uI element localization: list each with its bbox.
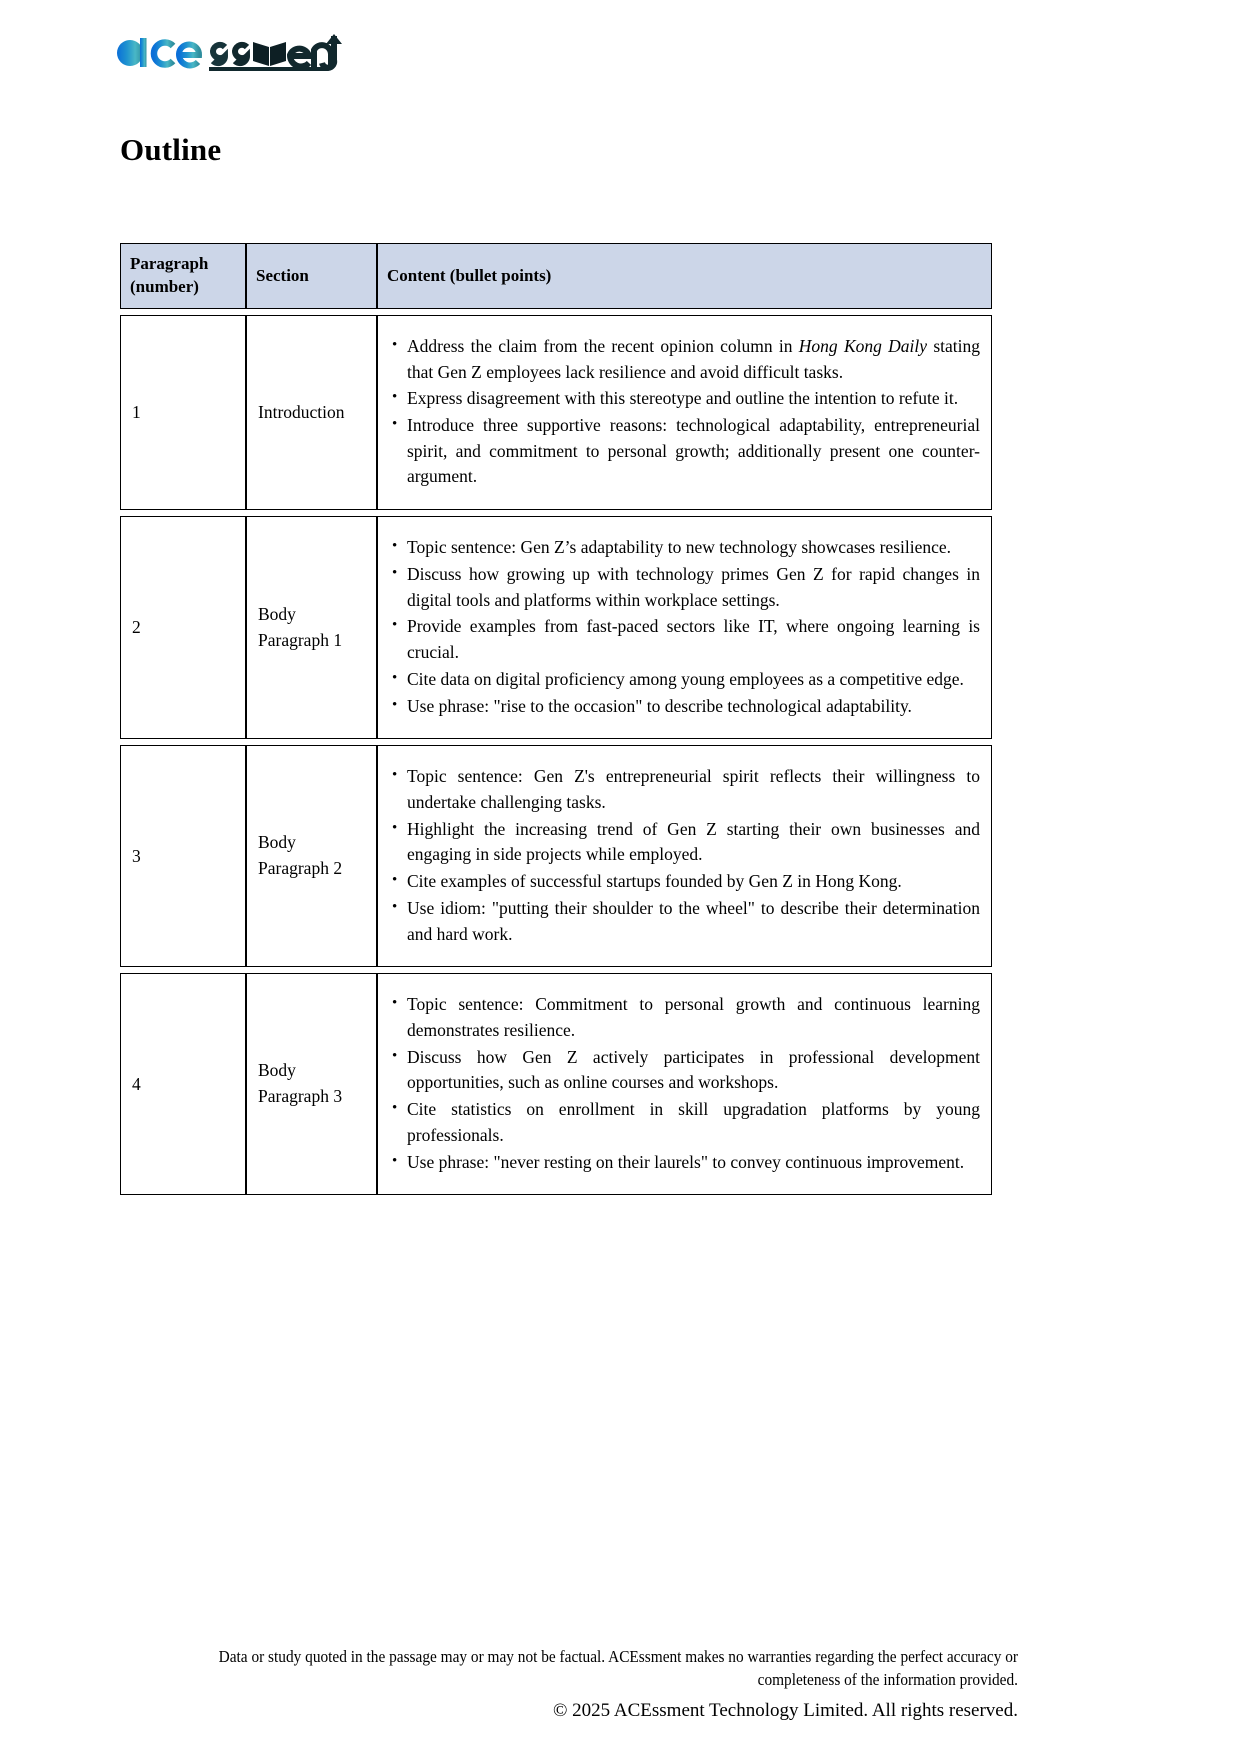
bullet-item (390, 1097, 980, 1148)
section-label-line1: Body (258, 1060, 296, 1081)
bullet-item (390, 386, 980, 412)
bullet-text: • Highlight the increasing trend of Gen Z starting their own businesses and engaging in side projects while employed. (407, 818, 980, 865)
table-header (120, 243, 992, 309)
table-row (120, 315, 992, 510)
arrow-up-icon (326, 34, 342, 44)
bullet-item (390, 817, 980, 868)
bullet-list (390, 764, 980, 947)
bullet-item (390, 562, 980, 613)
bullet-text: • Use phrase: "never resting on their laurels" to convey continuous improvement. (407, 1151, 965, 1172)
bullet-text: • Address the claim from the recent opinion column in Hong Kong Daily stating that Gen Z employees lack resilience and avoid difficult tasks. (407, 335, 980, 382)
bullet-item (390, 1045, 980, 1096)
column-header-content: Content (bullet points) (377, 243, 992, 309)
cell-section (246, 315, 377, 510)
bullet-item (390, 694, 980, 720)
bullet-item (390, 1150, 980, 1176)
logo-letter-e2 (290, 49, 309, 67)
column-header-paragraph-number (120, 243, 246, 309)
column-header-paragraph-line1: Paragraph (130, 254, 209, 273)
cell-content (377, 973, 992, 1195)
bullet-item (390, 896, 980, 947)
table-row (120, 973, 992, 1195)
cell-section (246, 973, 377, 1195)
bullet-item (390, 667, 980, 693)
cell-section (246, 516, 377, 739)
bullet-text: • Topic sentence: Gen Z's entrepreneurial spirit reflects their willingness to undertake challenging tasks. (407, 766, 980, 812)
bullet-text: • Cite statistics on enrollment in skill upgradation platforms by young professionals. (407, 1099, 980, 1145)
table-row (120, 745, 992, 967)
section-label-line1: Body (258, 832, 296, 853)
logo-letter-e (179, 44, 199, 65)
table-row (120, 516, 992, 739)
bullet-text: • Use idiom: "putting their shoulder to the wheel" to describe their determination and hard work. (407, 897, 980, 944)
bullet-item (390, 413, 980, 490)
cell-section (246, 745, 377, 967)
bullet-text: • Discuss how growing up with technology primes Gen Z for rapid changes in digital tools and platforms within workplace settings. (407, 563, 980, 610)
section-label-line1: Introduction (258, 401, 345, 422)
open-book-icon (253, 42, 269, 66)
section-label-line2: Paragraph 2 (258, 858, 343, 879)
logo-svg (113, 30, 343, 76)
logo-letter-s1 (213, 45, 225, 63)
footer-copyright: © 2025 ACEssment Technology Limited. All rights reserved. (552, 1700, 1018, 1721)
outline-table (120, 237, 992, 1201)
bullet-list (390, 334, 980, 490)
bullet-item (390, 869, 980, 895)
acessment-logo (113, 30, 343, 76)
logo-letter-s2 (235, 45, 247, 63)
bullet-text: • Introduce three supportive reasons: technological adaptability, entrepreneurial spirit, and commitment to personal growth; additionally present one counter-argument. (407, 415, 980, 487)
bullet-item (390, 614, 980, 665)
footer-disclaimer: Data or study quoted in the passage may or may not be factual. ACEssment makes no warranties regarding the perfect accuracy or completeness of the information provided. (218, 1647, 1018, 1690)
bullet-text: • Cite data on digital proficiency among young employees as a competitive edge. (407, 668, 964, 689)
cell-content (377, 745, 992, 967)
section-label-line1: Body (258, 603, 296, 624)
cell-content (377, 315, 992, 510)
bullet-text: • Discuss how Gen Z actively participates in professional development opportunities, such as online courses and workshops. (407, 1046, 980, 1093)
table-body (120, 315, 992, 1195)
cell-content (377, 516, 992, 739)
bullet-text: • Express disagreement with this stereotype and outline the intention to refute it. (407, 388, 959, 409)
column-header-section: Section (246, 243, 377, 309)
page-title: Outline (120, 132, 222, 167)
cell-paragraph-number: 4 (120, 973, 246, 1195)
bullet-text: • Cite examples of successful startups founded by Gen Z in Hong Kong. (407, 871, 902, 892)
cell-paragraph-number: 2 (120, 516, 246, 739)
bullet-list (390, 535, 980, 719)
logo-letter-a (117, 40, 143, 66)
bullet-item (390, 764, 980, 815)
italic-phrase: Hong Kong Daily (798, 335, 928, 356)
bullet-text: • Use phrase: "rise to the occasion" to describe technological adaptability. (407, 695, 912, 716)
bullet-item (390, 334, 980, 385)
bullet-item (390, 992, 980, 1043)
column-header-paragraph-line2: (number) (130, 276, 199, 296)
logo-letter-c (154, 43, 173, 65)
table-header-row (120, 243, 992, 309)
bullet-text: • Topic sentence: Commitment to personal growth and continuous learning demonstrates resilience. (407, 994, 980, 1040)
bullet-item (390, 535, 980, 561)
bullet-text: • Provide examples from fast-paced sectors like IT, where ongoing learning is crucial. (407, 616, 980, 663)
cell-paragraph-number: 3 (120, 745, 246, 967)
section-label-line2: Paragraph 3 (258, 1086, 343, 1107)
cell-paragraph-number: 1 (120, 315, 246, 510)
bullet-text: • Topic sentence: Gen Z’s adaptability to new technology showcases resilience. (407, 537, 952, 558)
section-label-line2: Paragraph 1 (258, 629, 343, 650)
bullet-list (390, 992, 980, 1175)
